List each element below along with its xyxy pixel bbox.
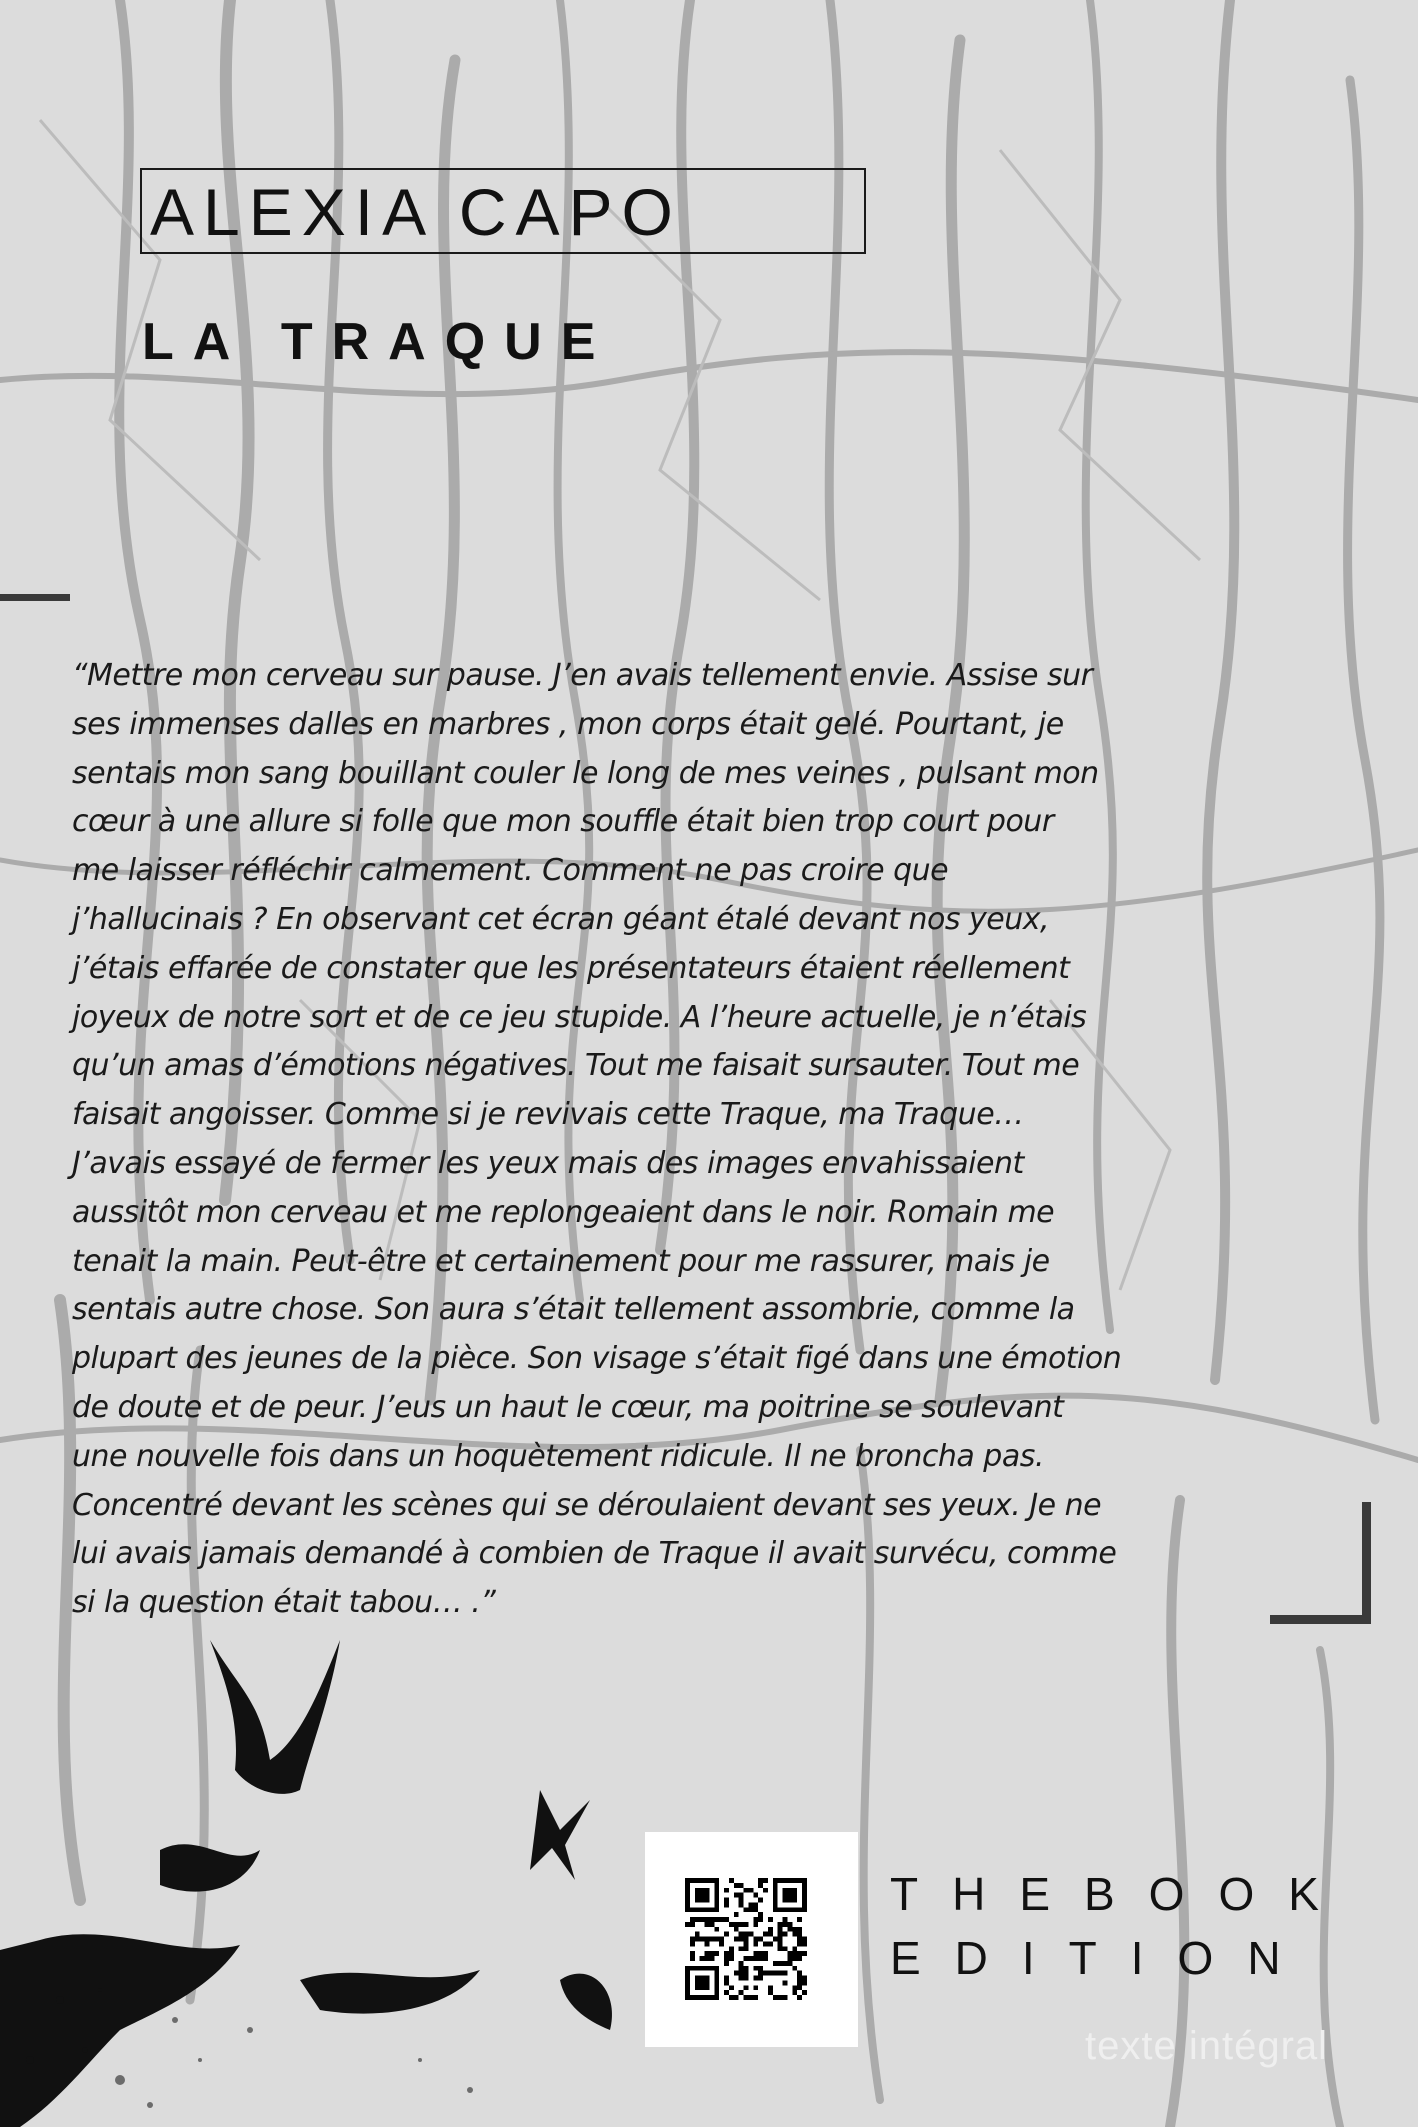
excerpt-line: “Mettre mon cerveau sur pause. J’en avais tellement envie. Assise sur bbox=[72, 658, 1093, 693]
excerpt-line: Concentré devant les scènes qui se déroulaient devant ses yeux. Je ne bbox=[72, 1487, 1102, 1523]
excerpt-line: j’hallucinais ? En observant cet écran géant étalé devant nos yeux, bbox=[72, 901, 1050, 937]
book-title: LA TRAQUE bbox=[142, 313, 615, 371]
left-corner-bar bbox=[0, 594, 70, 601]
excerpt-line: j’étais effarée de constater que les présentateurs étaient réellement bbox=[72, 950, 1070, 986]
excerpt-line: joyeux de notre sort et de ce jeu stupide. A l’heure actuelle, je n’étais bbox=[72, 999, 1087, 1035]
excerpt-line: lui avais jamais demandé à combien de Traque il avait survécu, comme bbox=[72, 1536, 1117, 1572]
author-name: ALEXIA CAPO bbox=[150, 175, 682, 249]
qr-code-card bbox=[645, 1832, 858, 2047]
excerpt-line: aussitôt mon cerveau et me replongeaient dans le noir. Romain me bbox=[72, 1194, 1055, 1230]
right-corner-bar-vertical bbox=[1362, 1502, 1371, 1624]
excerpt-line: J’avais essayé de fermer les yeux mais des images envahissaient bbox=[72, 1145, 1024, 1181]
publisher-name-line2: EDITION bbox=[890, 1932, 1315, 1984]
excerpt-line: sentais mon sang bouillant couler le long de mes veines , pulsant mon bbox=[72, 755, 1099, 791]
book-excerpt bbox=[72, 652, 1362, 1628]
excerpt-line: si la question était tabou… .” bbox=[72, 1585, 496, 1621]
excerpt-line: ses immenses dalles en marbres , mon corps était gelé. Pourtant, je bbox=[72, 706, 1064, 742]
excerpt-line: me laisser réfléchir calmement. Comment ne pas croire que bbox=[72, 853, 949, 889]
excerpt-line: sentais autre chose. Son aura s’était tellement assombrie, comme la bbox=[72, 1292, 1075, 1328]
excerpt-line: qu’un amas d’émotions négatives. Tout me faisait sursauter. Tout me bbox=[72, 1048, 1080, 1084]
excerpt-line: une nouvelle fois dans un hoquètement ridicule. Il ne broncha pas. bbox=[72, 1438, 1044, 1474]
edition-note: texte intégral bbox=[1085, 2024, 1329, 2068]
excerpt-line: de doute et de peur. J’eus un haut le cœur, ma poitrine se soulevant bbox=[72, 1389, 1064, 1425]
qr-code-icon bbox=[685, 1878, 807, 2000]
excerpt-line: faisait angoisser. Comme si je revivais cette Traque, ma Traque… bbox=[72, 1097, 1024, 1133]
excerpt-line: plupart des jeunes de la pièce. Son visage s’était figé dans une émotion bbox=[72, 1341, 1122, 1377]
excerpt-line: cœur à une allure si folle que mon souffle était bien trop court pour bbox=[72, 804, 1054, 840]
excerpt-line: tenait la main. Peut-être et certainement pour me rassurer, mais je bbox=[72, 1243, 1050, 1279]
publisher-name-line1: THEBOOK bbox=[890, 1868, 1353, 1920]
